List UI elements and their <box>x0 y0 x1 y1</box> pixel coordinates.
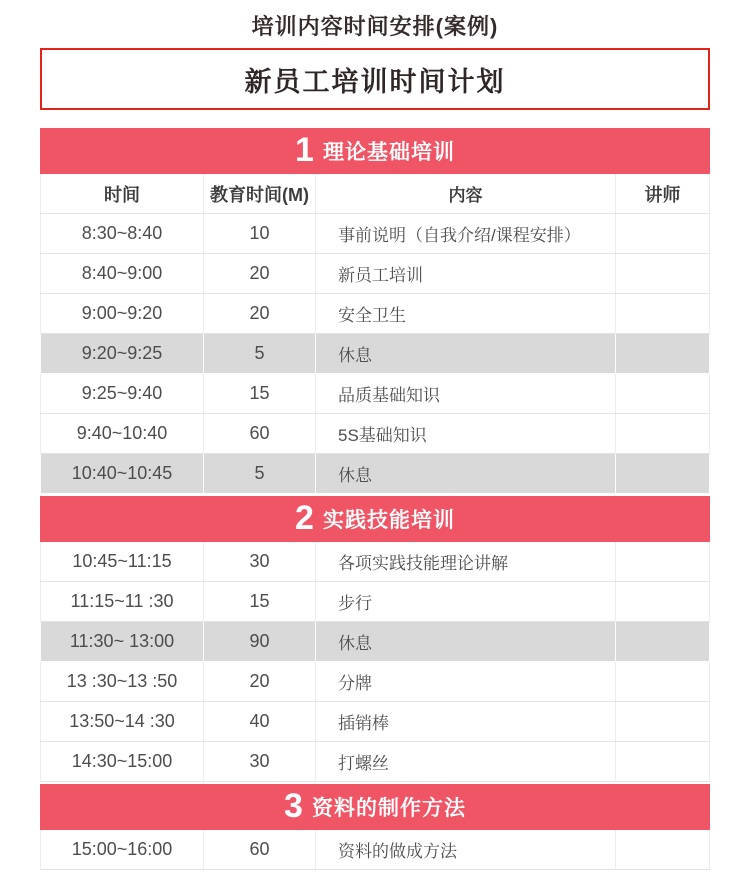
column-header-lecturer: 讲师 <box>616 174 710 213</box>
schedule-table <box>40 128 710 870</box>
page-title: 培训内容时间安排(案例) <box>251 14 499 39</box>
cell-minutes: 5 <box>204 334 316 373</box>
cell-content: 休息 <box>316 334 616 373</box>
cell-minutes: 90 <box>204 622 316 661</box>
column-header-minutes: 教育时间(M) <box>204 174 316 213</box>
cell-time: 9:40~10:40 <box>40 414 204 453</box>
section-title: 实践技能培训 <box>322 509 455 532</box>
table-row <box>40 334 710 374</box>
cell-content: 事前说明（自我介绍/课程安排） <box>316 214 616 253</box>
column-header-content: 内容 <box>316 174 616 213</box>
cell-time: 10:45~11:15 <box>40 542 204 581</box>
cell-time: 13:50~14 :30 <box>40 702 204 741</box>
table-row <box>40 582 710 622</box>
cell-minutes: 20 <box>204 254 316 293</box>
section-title: 理论基础培训 <box>322 141 455 164</box>
section-number: 3 <box>284 787 303 825</box>
cell-lecturer <box>616 254 710 293</box>
cell-minutes: 30 <box>204 742 316 781</box>
subtitle-box <box>40 48 710 110</box>
cell-time: 9:20~9:25 <box>40 334 204 373</box>
table-row <box>40 374 710 414</box>
cell-time: 9:25~9:40 <box>40 374 204 413</box>
cell-time: 11:15~11 :30 <box>40 582 204 621</box>
cell-minutes: 30 <box>204 542 316 581</box>
cell-lecturer <box>616 662 710 701</box>
cell-minutes: 15 <box>204 582 316 621</box>
section-number: 2 <box>295 499 314 537</box>
cell-content: 分牌 <box>316 662 616 701</box>
column-header-row <box>40 174 710 214</box>
cell-time: 15:00~16:00 <box>40 830 204 869</box>
cell-content: 品质基础知识 <box>316 374 616 413</box>
column-header-time: 时间 <box>40 174 204 213</box>
cell-minutes: 20 <box>204 662 316 701</box>
cell-content: 安全卫生 <box>316 294 616 333</box>
section-number: 1 <box>295 131 314 169</box>
cell-lecturer <box>616 294 710 333</box>
cell-lecturer <box>616 214 710 253</box>
cell-lecturer <box>616 374 710 413</box>
cell-content: 资料的做成方法 <box>316 830 616 869</box>
cell-lecturer <box>616 830 710 869</box>
cell-lecturer <box>616 702 710 741</box>
cell-time: 8:30~8:40 <box>40 214 204 253</box>
section-header <box>40 784 710 830</box>
cell-content: 休息 <box>316 622 616 661</box>
subtitle: 新员工培训时间计划 <box>244 66 506 97</box>
cell-lecturer <box>616 334 710 373</box>
table-row <box>40 742 710 782</box>
cell-content: 步行 <box>316 582 616 621</box>
section-header <box>40 496 710 542</box>
cell-time: 8:40~9:00 <box>40 254 204 293</box>
cell-lecturer <box>616 542 710 581</box>
table-row <box>40 542 710 582</box>
cell-lecturer <box>616 454 710 493</box>
table-row <box>40 622 710 662</box>
table-row <box>40 214 710 254</box>
cell-content: 各项实践技能理论讲解 <box>316 542 616 581</box>
cell-minutes: 5 <box>204 454 316 493</box>
section-header <box>40 128 710 174</box>
cell-time: 13 :30~13 :50 <box>40 662 204 701</box>
cell-minutes: 60 <box>204 830 316 869</box>
cell-minutes: 40 <box>204 702 316 741</box>
cell-lecturer <box>616 414 710 453</box>
cell-lecturer <box>616 582 710 621</box>
table-row <box>40 662 710 702</box>
table-row <box>40 294 710 334</box>
cell-time: 10:40~10:45 <box>40 454 204 493</box>
table-row <box>40 414 710 454</box>
table-row <box>40 454 710 494</box>
cell-content: 新员工培训 <box>316 254 616 293</box>
table-row <box>40 702 710 742</box>
section-title: 资料的制作方法 <box>311 797 466 820</box>
cell-minutes: 60 <box>204 414 316 453</box>
table-row <box>40 830 710 870</box>
cell-time: 9:00~9:20 <box>40 294 204 333</box>
cell-time: 11:30~ 13:00 <box>40 622 204 661</box>
cell-content: 休息 <box>316 454 616 493</box>
cell-content: 5S基础知识 <box>316 414 616 453</box>
cell-lecturer <box>616 742 710 781</box>
cell-minutes: 15 <box>204 374 316 413</box>
cell-minutes: 20 <box>204 294 316 333</box>
cell-lecturer <box>616 622 710 661</box>
table-row <box>40 254 710 294</box>
cell-minutes: 10 <box>204 214 316 253</box>
cell-content: 插销棒 <box>316 702 616 741</box>
cell-time: 14:30~15:00 <box>40 742 204 781</box>
cell-content: 打螺丝 <box>316 742 616 781</box>
